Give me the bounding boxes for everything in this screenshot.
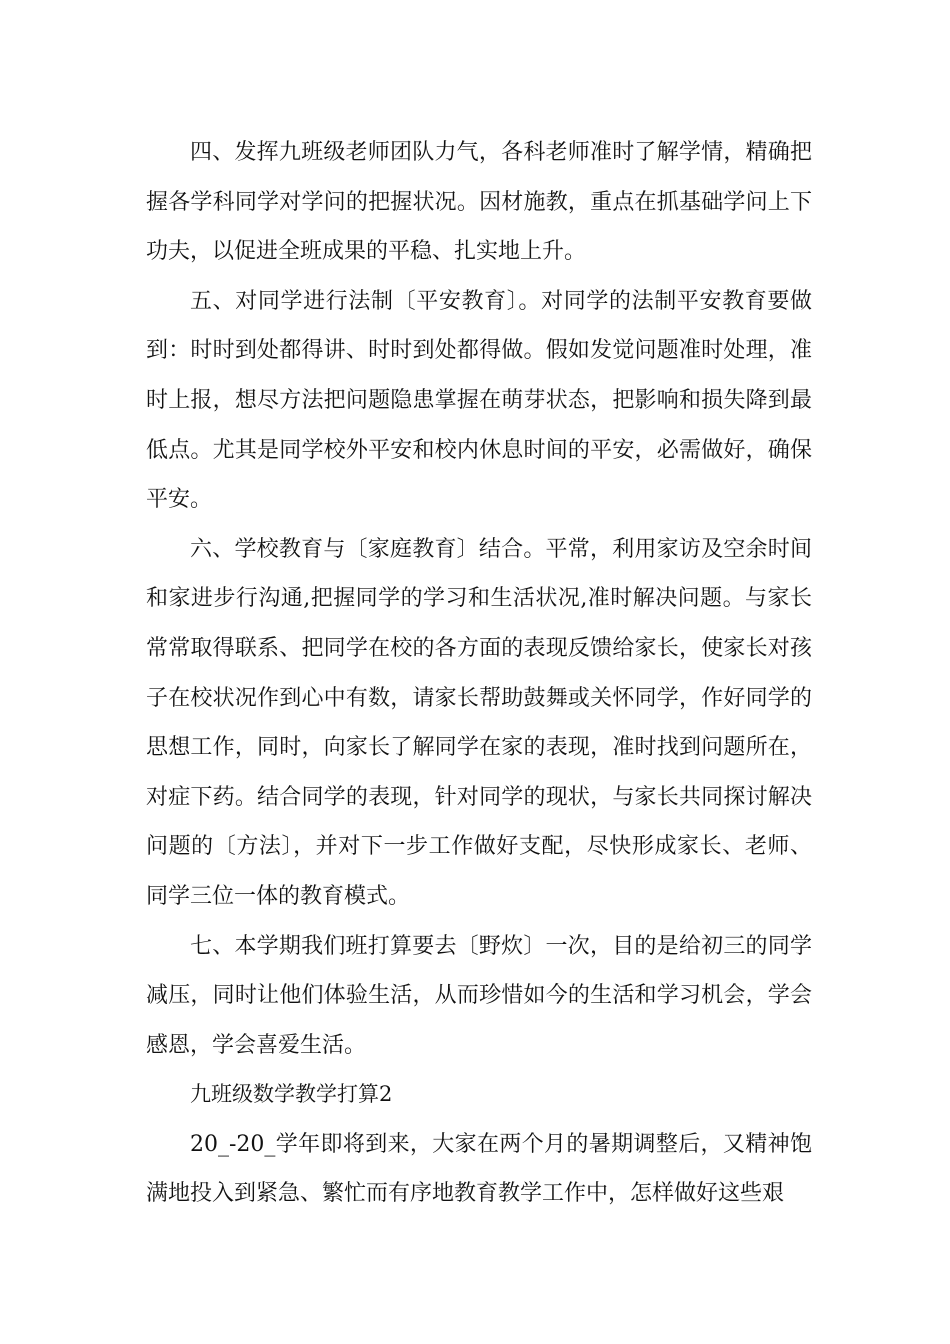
document-body	[146, 128, 812, 1219]
intro-paragraph: 20_-20_学年即将到来，大家在两个月的暑期调整后，又精神饱满地投入到紧急、繁忙而有序地教育教学工作中，怎样做好这些艰	[146, 1131, 812, 1207]
paragraph-item-5: 五、对同学进行法制〔平安教育〕。对同学的法制平安教育要做到：时时到处都得讲、时时到处都得做。假如发觉问题准时处理，准时上报，想尽方法把问题隐患掌握在萌芽状态，把影响和损失降到最低点。尤其是同学校外平安和校内休息时间的平安，必需做好，确保平安。	[146, 288, 812, 513]
paragraph-item-7: 七、本学期我们班打算要去〔野炊〕一次，目的是给初三的同学减压，同时让他们体验生活，从而珍惜如今的生活和学习机会，学会感恩，学会喜爱生活。	[146, 933, 812, 1058]
section-heading: 九班级数学教学打算2	[190, 1082, 393, 1107]
paragraph-item-6: 六、学校教育与〔家庭教育〕结合。平常，利用家访及空余时间和家进步行沟通,把握同学的学习和生活状况,准时解决问题。与家长常常取得联系、把同学在校的各方面的表现反馈给家长，使家长对孩子在校状况作到心中有数，请家长帮助鼓舞或关怀同学，作好同学的思想工作，同时，向家长了解同学在家的表现，准时找到问题所在，对症下药。结合同学的表现，针对同学的现状，与家长共同探讨解决问题的〔方法〕，并对下一步工作做好支配，尽快形成家长、老师、同学三位一体的教育模式。	[146, 536, 812, 909]
paragraph-item-4: 四、发挥九班级老师团队力气，各科老师准时了解学情，精确把握各学科同学对学问的把握状况。因材施教，重点在抓基础学问上下功夫，以促进全班成果的平稳、扎实地上升。	[146, 140, 812, 265]
